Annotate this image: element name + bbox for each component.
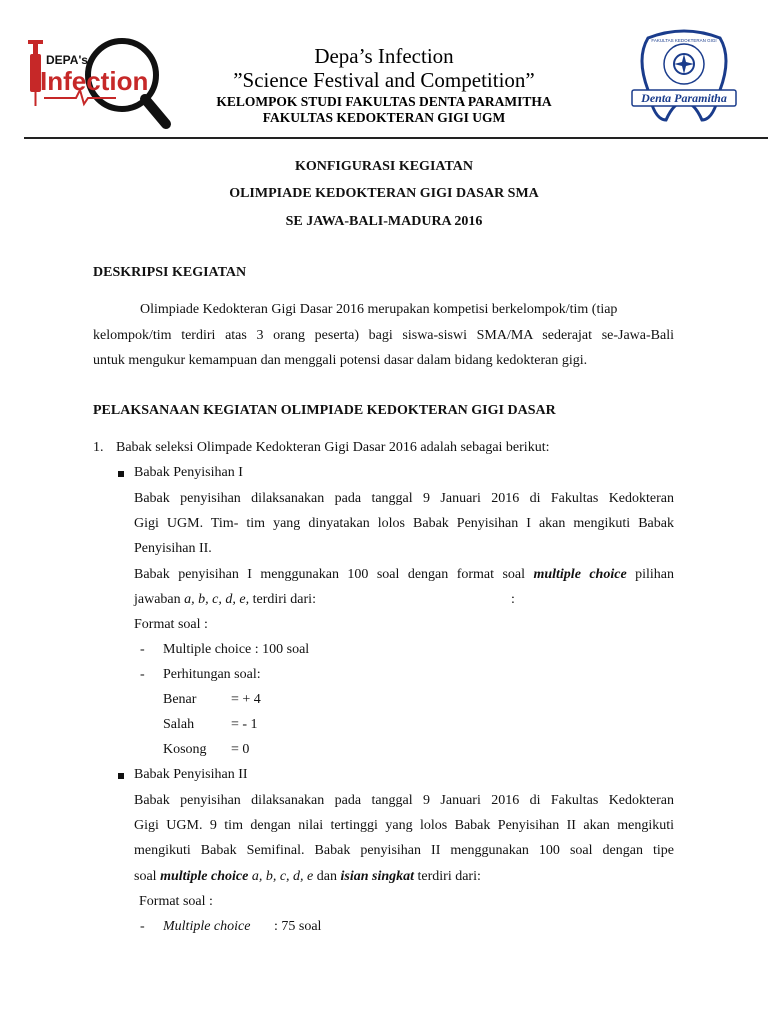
babak2-mc-label: Multiple choice <box>163 919 251 934</box>
doc-title-line1: KONFIGURASI KEGIATAN <box>294 159 473 174</box>
dash-marker: - <box>140 642 145 657</box>
babak1-p2-l2-c: terdiri dari: <box>249 592 316 607</box>
section-heading-pelaksanaan: PELAKSANAAN KEGIATAN OLIMPIADE KEDOKTERAN GIGI DASAR <box>93 403 556 418</box>
header-divider <box>24 137 768 139</box>
babak1-perhitungan: Perhitungan soal: <box>163 667 261 682</box>
doc-title-line2: OLIMPIADE KEDOKTERAN GIGI DASAR SMA <box>229 186 539 201</box>
babak1-mc-line: Multiple choice : 100 soal <box>163 642 310 657</box>
babak2-l4-f: terdiri dari: <box>414 869 481 884</box>
desc-line-3: untuk mengukur kemampuan dan menggali potensi dasar dalam bidang kedokteran gigi. <box>93 353 588 368</box>
babak2-title: Babak Penyisihan II <box>134 767 248 782</box>
babak1-p1-line2: Gigi UGM. Tim- tim yang dinyatakan lolos Babak Penyisihan I akan mengikuti Babak <box>134 516 674 531</box>
babak1-p2-colon: : <box>511 592 515 607</box>
babak2-l4-b: multiple choice <box>160 869 249 884</box>
babak1-p1-line1: Babak penyisihan dilaksanakan pada tanggal 9 Januari 2016 di Fakultas Kedokteran <box>134 491 674 506</box>
babak1-p2-l2-b: a, b, c, d, e, <box>184 592 250 607</box>
babak1-p2-text-b: multiple choice <box>533 567 627 582</box>
babak1-p2-l2-a: jawaban <box>134 592 185 607</box>
babak1-p2-line1 <box>134 567 674 583</box>
score-value: = + 4 <box>231 692 261 707</box>
header-subtitle: ”Science Festival and Competition” <box>233 68 535 92</box>
section-heading-deskripsi: DESKRIPSI KEGIATAN <box>93 265 247 280</box>
babak2-line4 <box>134 869 481 885</box>
dash-marker: - <box>140 919 145 934</box>
babak1-p2-line2 <box>134 592 316 608</box>
logo-text-main: Infection <box>40 66 149 96</box>
logo-text-top: DEPA's <box>46 53 88 67</box>
logo-label: Denta Paramitha <box>641 91 727 105</box>
desc-line-1: Olimpiade Kedokteran Gigi Dasar 2016 merupakan kompetisi berkelompok/tim (tiap <box>140 302 618 317</box>
babak1-p2-text-c: pilihan <box>626 567 674 582</box>
babak2-format-label: Format soal : <box>139 894 213 909</box>
babak1-p2-text-a: Babak penyisihan I menggunakan 100 soal dengan format soal <box>134 567 534 582</box>
babak2-line2: Gigi UGM. 9 tim dengan nilai tertinggi yang lolos Babak Penyisihan II akan mengikuti <box>134 818 674 833</box>
score-value: = - 1 <box>231 717 258 732</box>
logo-ring-text: FAKULTAS KEDOKTERAN GIGI <box>651 38 717 43</box>
babak2-l4-c: a, b, c, d, e <box>248 869 314 884</box>
score-value: = 0 <box>231 742 250 757</box>
denta-paramitha-logo <box>628 28 740 128</box>
bullet-icon <box>118 773 124 779</box>
babak2-line1: Babak penyisihan dilaksanakan pada tanggal 9 Januari 2016 di Fakultas Kedokteran <box>134 793 674 808</box>
dash-marker: - <box>140 667 145 682</box>
babak2-l4-d: dan <box>313 869 341 884</box>
header-title: Depa’s Infection <box>314 44 454 68</box>
score-label: Kosong <box>163 742 207 757</box>
babak2-line3: mengikuti Babak Semifinal. Babak penyisihan II menggunakan 100 soal dengan tipe <box>134 843 674 858</box>
list-item-1-text: Babak seleksi Olimpade Kedokteran Gigi Dasar 2016 adalah sebagai berikut: <box>116 440 550 455</box>
babak1-title: Babak Penyisihan I <box>134 465 243 480</box>
doc-title-line3: SE JAWA-BALI-MADURA 2016 <box>285 214 483 229</box>
bullet-icon <box>118 471 124 477</box>
babak1-p1-line3: Penyisihan II. <box>134 541 212 556</box>
header-org-line1: KELOMPOK STUDI FAKULTAS DENTA PARAMITHA <box>216 94 552 109</box>
desc-line-2: kelompok/tim terdiri atas 3 orang peserta) bagi siswa-siswi SMA/MA sederajat se-Jawa-Bali <box>93 328 674 343</box>
babak2-l4-a: soal <box>134 869 161 884</box>
header-org-line2: FAKULTAS KEDOKTERAN GIGI UGM <box>262 110 506 125</box>
list-number-1: 1. <box>93 440 104 455</box>
babak2-mc-value: : 75 soal <box>274 919 322 934</box>
score-label: Benar <box>163 692 197 707</box>
score-label: Salah <box>163 717 195 732</box>
babak2-l4-e: isian singkat <box>340 869 415 884</box>
babak1-format-label: Format soal : <box>134 617 208 632</box>
